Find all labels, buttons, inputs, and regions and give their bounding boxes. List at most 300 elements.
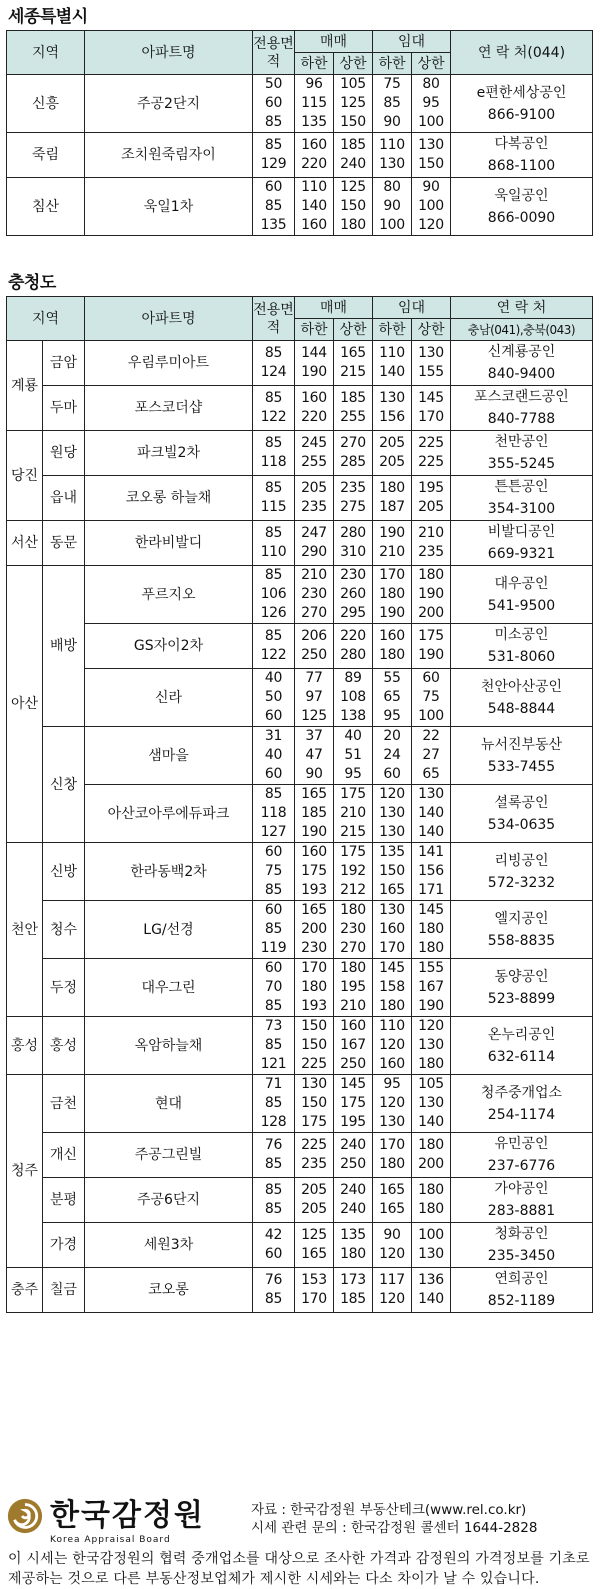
rent-low-cell-value: 170 bbox=[379, 940, 405, 956]
rent-low-cell bbox=[373, 669, 412, 727]
rent-high-cell bbox=[412, 521, 451, 566]
rent-high-cell-value: 225 bbox=[418, 454, 444, 470]
rent-low-cell-value: 120 bbox=[379, 1291, 405, 1307]
sale-high-cell bbox=[334, 476, 373, 521]
sale-low-cell-value: 205 bbox=[301, 480, 327, 496]
area-cell bbox=[253, 521, 295, 566]
area-cell-value: 85 bbox=[264, 198, 283, 214]
dong-cell: 동문 bbox=[43, 521, 85, 566]
table-row bbox=[7, 1075, 593, 1133]
sale-low-cell-value: 165 bbox=[301, 902, 327, 918]
table-row bbox=[7, 1268, 593, 1313]
sale-low-cell-value: 170 bbox=[301, 1291, 327, 1307]
header-contact: 연 락 처 bbox=[451, 297, 593, 319]
rent-high-cell-value: 175 bbox=[418, 628, 444, 644]
area-cell-value: 85 bbox=[264, 1037, 283, 1053]
rent-low-cell-value: 90 bbox=[383, 114, 401, 130]
city-cell: 홍성 bbox=[7, 1017, 43, 1075]
rent-low-cell bbox=[373, 566, 412, 624]
area-cell-value: 70 bbox=[264, 979, 283, 995]
rent-low-cell-value: 160 bbox=[379, 921, 405, 937]
rent-low-cell-value: 130 bbox=[379, 390, 405, 406]
dong-cell: 청수 bbox=[43, 901, 85, 959]
rent-low-cell-value: 180 bbox=[379, 480, 405, 496]
agency-phone: 283-8881 bbox=[487, 1203, 556, 1219]
area-cell-value: 124 bbox=[260, 364, 287, 380]
area-cell bbox=[253, 1075, 295, 1133]
rent-low-cell-value: 187 bbox=[379, 499, 405, 515]
sale-low-cell-value: 247 bbox=[301, 525, 327, 541]
agency-phone: 355-5245 bbox=[487, 456, 556, 472]
area-cell bbox=[253, 624, 295, 669]
sale-low-cell-value: 175 bbox=[301, 1114, 327, 1130]
area-cell-value: 85 bbox=[264, 628, 283, 644]
sale-high-cell-value: 138 bbox=[340, 708, 366, 724]
sale-high-cell bbox=[334, 566, 373, 624]
rent-high-cell-value: 80 bbox=[422, 76, 440, 92]
sale-high-cell-value: 150 bbox=[340, 114, 366, 130]
sale-low-cell-value: 200 bbox=[301, 921, 327, 937]
sale-low-cell bbox=[295, 901, 334, 959]
agency-name: 대우공인 bbox=[494, 575, 549, 592]
contact-cell bbox=[451, 843, 593, 901]
rent-low-cell-value: 90 bbox=[383, 198, 401, 214]
rent-low-cell-value: 180 bbox=[379, 998, 405, 1014]
area-cell bbox=[253, 959, 295, 1017]
sale-low-cell bbox=[295, 1223, 334, 1268]
table-row bbox=[7, 727, 593, 785]
header-area: 전용면적 bbox=[253, 297, 295, 341]
table-row bbox=[7, 75, 593, 133]
rent-high-cell-value: 140 bbox=[418, 805, 444, 821]
city-cell: 청주 bbox=[7, 1075, 43, 1268]
agency-name: 청화공인 bbox=[494, 1226, 549, 1242]
sale-low-cell-value: 190 bbox=[301, 364, 327, 380]
sale-low-cell bbox=[295, 341, 334, 386]
rent-low-cell bbox=[373, 1223, 412, 1268]
sale-high-cell-value: 195 bbox=[340, 1114, 366, 1130]
rent-low-cell bbox=[373, 178, 412, 236]
rent-low-cell-value: 140 bbox=[379, 364, 405, 380]
area-cell-value: 50 bbox=[264, 76, 283, 92]
contact-cell bbox=[451, 386, 593, 431]
sale-high-cell-value: 210 bbox=[340, 998, 366, 1014]
rent-high-cell-value: 171 bbox=[418, 882, 444, 898]
sale-low-cell bbox=[295, 1178, 334, 1223]
sale-high-cell bbox=[334, 785, 373, 843]
rent-low-cell bbox=[373, 1133, 412, 1178]
sale-high-cell-value: 135 bbox=[340, 1227, 366, 1243]
rent-low-cell-value: 180 bbox=[379, 586, 405, 602]
area-cell-value: 85 bbox=[264, 137, 283, 153]
rent-low-cell-value: 165 bbox=[379, 1201, 405, 1217]
sale-high-cell bbox=[334, 1133, 373, 1178]
sale-low-cell-value: 150 bbox=[301, 1018, 327, 1034]
rent-low-cell-value: 156 bbox=[379, 409, 405, 425]
area-cell-value: 115 bbox=[260, 499, 287, 515]
rent-low-cell-value: 85 bbox=[383, 95, 401, 111]
sale-low-cell-value: 47 bbox=[305, 747, 323, 763]
rent-high-cell-value: 180 bbox=[418, 921, 444, 937]
area-cell-value: 85 bbox=[264, 1156, 283, 1172]
sale-high-cell bbox=[334, 624, 373, 669]
area-cell-value: 85 bbox=[264, 998, 283, 1014]
agency-phone: 558-8835 bbox=[487, 932, 556, 949]
table-row bbox=[7, 1223, 593, 1268]
rent-low-cell-value: 180 bbox=[379, 647, 405, 663]
sale-high-cell bbox=[334, 178, 373, 236]
contact-cell bbox=[451, 1178, 593, 1223]
area-cell-value: 85 bbox=[264, 921, 283, 937]
rent-low-cell-value: 145 bbox=[379, 960, 405, 976]
sale-high-cell-value: 185 bbox=[340, 137, 366, 153]
agency-name: 셜록공인 bbox=[494, 794, 549, 811]
area-cell-value: 85 bbox=[264, 1201, 283, 1217]
region-cell: 죽림 bbox=[7, 133, 85, 178]
sale-high-cell-value: 212 bbox=[340, 882, 366, 898]
header-rent: 임대 bbox=[373, 31, 451, 53]
rent-high-cell-value: 180 bbox=[418, 940, 444, 956]
area-cell-value: 85 bbox=[264, 786, 283, 802]
rent-low-cell-value: 170 bbox=[379, 1137, 405, 1153]
sale-low-cell bbox=[295, 476, 334, 521]
rent-low-cell-value: 130 bbox=[379, 156, 405, 172]
rent-high-cell-value: 120 bbox=[418, 217, 444, 233]
sale-low-cell-value: 110 bbox=[301, 179, 327, 195]
sale-low-cell-value: 97 bbox=[305, 689, 323, 705]
rent-low-cell bbox=[373, 624, 412, 669]
sale-high-cell-value: 175 bbox=[340, 786, 366, 802]
agency-name: 가야공인 bbox=[494, 1181, 549, 1197]
area-cell-value: 118 bbox=[260, 454, 287, 470]
agency-phone: 669-9321 bbox=[487, 546, 556, 562]
city-cell: 충주 bbox=[7, 1268, 43, 1313]
header-sale: 매매 bbox=[295, 297, 373, 319]
rent-low-cell-value: 130 bbox=[379, 805, 405, 821]
rent-high-cell-value: 90 bbox=[422, 179, 440, 195]
dong-cell: 금암 bbox=[43, 341, 85, 386]
rent-high-cell-value: 100 bbox=[418, 114, 444, 130]
area-cell-value: 76 bbox=[264, 1272, 283, 1288]
sale-high-cell-value: 250 bbox=[340, 1056, 366, 1072]
contact-cell bbox=[451, 1223, 593, 1268]
area-cell-value: 110 bbox=[260, 544, 287, 560]
rent-low-cell-value: 24 bbox=[383, 747, 401, 763]
sale-low-cell-value: 125 bbox=[301, 708, 327, 724]
sale-low-cell-value: 225 bbox=[301, 1056, 327, 1072]
agency-name: 천안아산공인 bbox=[480, 678, 563, 695]
logo bbox=[6, 1495, 241, 1545]
area-cell bbox=[253, 178, 295, 236]
area-cell-value: 119 bbox=[260, 940, 287, 956]
sale-low-cell bbox=[295, 386, 334, 431]
area-cell bbox=[253, 133, 295, 178]
area-cell-value: 85 bbox=[264, 1095, 283, 1111]
sale-high-cell-value: 125 bbox=[340, 95, 366, 111]
source-text: 자료 : 한국감정원 부동산테크(www.rel.co.kr) bbox=[251, 1502, 527, 1518]
rent-high-cell bbox=[412, 669, 451, 727]
area-cell bbox=[253, 75, 295, 133]
agency-name: 온누리공인 bbox=[487, 1026, 556, 1043]
sale-high-cell-value: 260 bbox=[340, 586, 366, 602]
sale-high-cell-value: 180 bbox=[340, 1246, 366, 1262]
rent-high-cell-value: 130 bbox=[418, 137, 444, 153]
rent-low-cell-value: 110 bbox=[379, 345, 405, 361]
rent-high-cell-value: 145 bbox=[418, 390, 444, 406]
area-cell-value: 42 bbox=[264, 1227, 283, 1243]
apartment-name-cell: LG/선경 bbox=[85, 901, 253, 959]
contact-cell bbox=[451, 476, 593, 521]
area-cell-value: 76 bbox=[264, 1137, 283, 1153]
section-title-chungcheong: 충청도 bbox=[8, 273, 56, 293]
sale-low-cell bbox=[295, 1133, 334, 1178]
contact-cell bbox=[451, 1017, 593, 1075]
area-cell bbox=[253, 431, 295, 476]
sale-low-cell-value: 140 bbox=[301, 198, 327, 214]
contact-cell bbox=[451, 1075, 593, 1133]
sale-low-cell-value: 245 bbox=[301, 435, 327, 451]
dong-cell: 읍내 bbox=[43, 476, 85, 521]
rent-low-cell bbox=[373, 1178, 412, 1223]
area-cell bbox=[253, 476, 295, 521]
city-cell: 천안 bbox=[7, 843, 43, 1017]
rent-low-cell-value: 75 bbox=[383, 76, 401, 92]
area-cell-value: 60 bbox=[264, 1246, 283, 1262]
apartment-name-cell: 한라동백2차 bbox=[85, 843, 253, 901]
agency-name: 신계룡공인 bbox=[487, 344, 556, 360]
sale-high-cell-value: 185 bbox=[340, 1291, 366, 1307]
agency-phone: 840-7788 bbox=[487, 411, 556, 427]
rent-high-cell bbox=[412, 431, 451, 476]
contact-cell bbox=[451, 341, 593, 386]
table-row bbox=[7, 669, 593, 727]
sale-low-cell-value: 135 bbox=[301, 114, 327, 130]
header-sale-high: 상한 bbox=[334, 319, 373, 341]
sale-low-cell bbox=[295, 133, 334, 178]
rent-high-cell-value: 140 bbox=[418, 1114, 444, 1130]
sale-low-cell-value: 230 bbox=[301, 940, 327, 956]
sale-low-cell-value: 160 bbox=[301, 217, 327, 233]
rent-high-cell-value: 105 bbox=[418, 1076, 444, 1092]
table-row bbox=[7, 431, 593, 476]
sale-low-cell bbox=[295, 669, 334, 727]
rent-high-cell-value: 190 bbox=[418, 586, 444, 602]
sale-high-cell-value: 280 bbox=[340, 525, 366, 541]
area-cell-value: 85 bbox=[264, 114, 283, 130]
rent-low-cell bbox=[373, 785, 412, 843]
sale-high-cell-value: 255 bbox=[340, 409, 366, 425]
table-row bbox=[7, 843, 593, 901]
contact-cell bbox=[451, 521, 593, 566]
dong-cell: 칠금 bbox=[43, 1268, 85, 1313]
contact-cell bbox=[451, 669, 593, 727]
rent-high-cell-value: 130 bbox=[418, 1095, 444, 1111]
rent-high-cell bbox=[412, 1178, 451, 1223]
dong-cell: 홍성 bbox=[43, 1017, 85, 1075]
contact-cell bbox=[451, 75, 593, 133]
sale-low-cell-value: 235 bbox=[301, 1156, 327, 1172]
rent-low-cell-value: 190 bbox=[379, 525, 405, 541]
dong-cell: 배방 bbox=[43, 566, 85, 727]
rent-high-cell-value: 130 bbox=[418, 345, 444, 361]
rent-low-cell-value: 60 bbox=[383, 766, 401, 782]
rent-high-cell-value: 235 bbox=[418, 544, 444, 560]
sale-high-cell-value: 167 bbox=[340, 1037, 366, 1053]
sale-high-cell-value: 165 bbox=[340, 345, 366, 361]
agency-name: 연희공인 bbox=[494, 1271, 549, 1287]
rent-high-cell-value: 130 bbox=[418, 1037, 444, 1053]
area-cell-value: 135 bbox=[260, 217, 287, 233]
rent-high-cell bbox=[412, 341, 451, 386]
sale-low-cell-value: 225 bbox=[301, 1137, 327, 1153]
area-cell bbox=[253, 1223, 295, 1268]
rent-high-cell-value: 130 bbox=[418, 1246, 444, 1262]
sale-high-cell-value: 240 bbox=[340, 1137, 366, 1153]
rent-high-cell-value: 156 bbox=[418, 863, 444, 879]
agency-name: 청주중개업소 bbox=[480, 1084, 563, 1101]
apartment-name-cell: 푸르지오 bbox=[85, 566, 253, 624]
area-cell-value: 128 bbox=[260, 1114, 287, 1130]
rent-high-cell-value: 65 bbox=[422, 766, 440, 782]
rent-high-cell bbox=[412, 178, 451, 236]
table-row bbox=[7, 133, 593, 178]
sale-low-cell-value: 193 bbox=[301, 882, 327, 898]
rent-high-cell-value: 205 bbox=[418, 499, 444, 515]
sale-low-cell bbox=[295, 843, 334, 901]
city-cell: 계룡 bbox=[7, 341, 43, 431]
sale-high-cell bbox=[334, 386, 373, 431]
agency-phone: 531-8060 bbox=[487, 649, 556, 665]
area-cell-value: 85 bbox=[264, 567, 283, 583]
rent-low-cell-value: 65 bbox=[383, 689, 401, 705]
rent-low-cell bbox=[373, 1075, 412, 1133]
sale-high-cell bbox=[334, 133, 373, 178]
rent-low-cell bbox=[373, 727, 412, 785]
header-rent: 임대 bbox=[373, 297, 451, 319]
table-row bbox=[7, 1017, 593, 1075]
dong-cell: 두정 bbox=[43, 959, 85, 1017]
rent-low-cell bbox=[373, 431, 412, 476]
rent-low-cell-value: 120 bbox=[379, 786, 405, 802]
table-row bbox=[7, 341, 593, 386]
footer bbox=[6, 1495, 594, 1589]
rent-high-cell bbox=[412, 1223, 451, 1268]
table-row bbox=[7, 521, 593, 566]
area-cell-value: 85 bbox=[264, 1182, 283, 1198]
apartment-name-cell: 코오롱 bbox=[85, 1268, 253, 1313]
rent-low-cell bbox=[373, 75, 412, 133]
sale-high-cell-value: 105 bbox=[340, 76, 366, 92]
sale-high-cell bbox=[334, 1075, 373, 1133]
rent-low-cell-value: 120 bbox=[379, 1246, 405, 1262]
rent-low-cell-value: 117 bbox=[379, 1272, 405, 1288]
sale-high-cell bbox=[334, 901, 373, 959]
rent-high-cell bbox=[412, 133, 451, 178]
apartment-name-cell: 현대 bbox=[85, 1075, 253, 1133]
apartment-name-cell: 코오롱 하늘채 bbox=[85, 476, 253, 521]
sale-low-cell-value: 90 bbox=[305, 766, 323, 782]
sale-low-cell-value: 250 bbox=[301, 647, 327, 663]
sale-low-cell-value: 165 bbox=[301, 786, 327, 802]
rent-low-cell-value: 130 bbox=[379, 1114, 405, 1130]
sale-low-cell-value: 153 bbox=[301, 1272, 327, 1288]
contact-cell bbox=[451, 1133, 593, 1178]
rent-low-cell-value: 110 bbox=[379, 137, 405, 153]
area-cell-value: 85 bbox=[264, 345, 283, 361]
sale-high-cell-value: 235 bbox=[340, 480, 366, 496]
sale-low-cell bbox=[295, 959, 334, 1017]
sale-low-cell-value: 77 bbox=[305, 670, 323, 686]
rent-high-cell-value: 195 bbox=[418, 480, 444, 496]
rent-high-cell-value: 27 bbox=[422, 747, 440, 763]
rent-low-cell-value: 120 bbox=[379, 1037, 405, 1053]
apartment-name-cell: 한라비발디 bbox=[85, 521, 253, 566]
sale-high-cell-value: 195 bbox=[340, 979, 366, 995]
area-cell bbox=[253, 727, 295, 785]
area-cell bbox=[253, 1268, 295, 1313]
agency-phone: 354-3100 bbox=[487, 501, 556, 517]
rent-high-cell-value: 167 bbox=[418, 979, 444, 995]
sale-low-cell bbox=[295, 785, 334, 843]
disclaimer-note: 이 시세는 한국감정원의 협력 중개업소를 대상으로 조사한 가격과 감정원의 가격정보를 기초로 제공하는 것으로 다른 부동산정보업체가 제시한 시세와는 다소 차이가 날 수 있습니다. bbox=[8, 1551, 590, 1587]
header-sale-low: 하한 bbox=[295, 53, 334, 75]
sale-high-cell-value: 175 bbox=[340, 1095, 366, 1111]
rent-high-cell-value: 60 bbox=[422, 670, 440, 686]
sale-low-cell bbox=[295, 178, 334, 236]
sale-high-cell bbox=[334, 431, 373, 476]
header-sale-high: 상한 bbox=[334, 53, 373, 75]
sale-low-cell-value: 210 bbox=[301, 567, 327, 583]
rent-high-cell bbox=[412, 901, 451, 959]
area-cell-value: 85 bbox=[264, 882, 283, 898]
rent-high-cell bbox=[412, 959, 451, 1017]
sale-high-cell-value: 210 bbox=[340, 805, 366, 821]
rent-low-cell-value: 55 bbox=[383, 670, 401, 686]
sale-high-cell-value: 295 bbox=[340, 605, 366, 621]
rent-low-cell bbox=[373, 133, 412, 178]
area-cell-value: 122 bbox=[260, 647, 287, 663]
sale-high-cell-value: 230 bbox=[340, 567, 366, 583]
header-rent-low: 하한 bbox=[373, 53, 412, 75]
apartment-name-cell: 샘마을 bbox=[85, 727, 253, 785]
contact-cell bbox=[451, 959, 593, 1017]
rent-low-cell-value: 110 bbox=[379, 1018, 405, 1034]
rent-low-cell bbox=[373, 1017, 412, 1075]
sale-low-cell-value: 165 bbox=[301, 1246, 327, 1262]
rent-high-cell bbox=[412, 624, 451, 669]
agency-phone: 572-3232 bbox=[487, 874, 556, 891]
header-region: 지역 bbox=[7, 31, 85, 75]
sale-low-cell-value: 96 bbox=[305, 76, 323, 92]
rent-high-cell-value: 100 bbox=[418, 708, 444, 724]
table-row bbox=[7, 178, 593, 236]
rent-low-cell-value: 80 bbox=[383, 179, 401, 195]
header-apartment: 아파트명 bbox=[85, 31, 253, 75]
dong-cell: 신방 bbox=[43, 843, 85, 901]
sale-low-cell bbox=[295, 727, 334, 785]
rent-high-cell bbox=[412, 1017, 451, 1075]
rent-low-cell-value: 165 bbox=[379, 1182, 405, 1198]
sale-high-cell-value: 192 bbox=[340, 863, 366, 879]
rent-high-cell-value: 150 bbox=[418, 156, 444, 172]
rent-low-cell-value: 190 bbox=[379, 605, 405, 621]
sale-low-cell-value: 255 bbox=[301, 454, 327, 470]
apartment-name-cell: 파크빌2차 bbox=[85, 431, 253, 476]
area-cell-value: 40 bbox=[264, 670, 283, 686]
area-cell-value: 60 bbox=[264, 960, 283, 976]
area-cell-value: 129 bbox=[260, 156, 287, 172]
apartment-name-cell: 주공6단지 bbox=[85, 1178, 253, 1223]
